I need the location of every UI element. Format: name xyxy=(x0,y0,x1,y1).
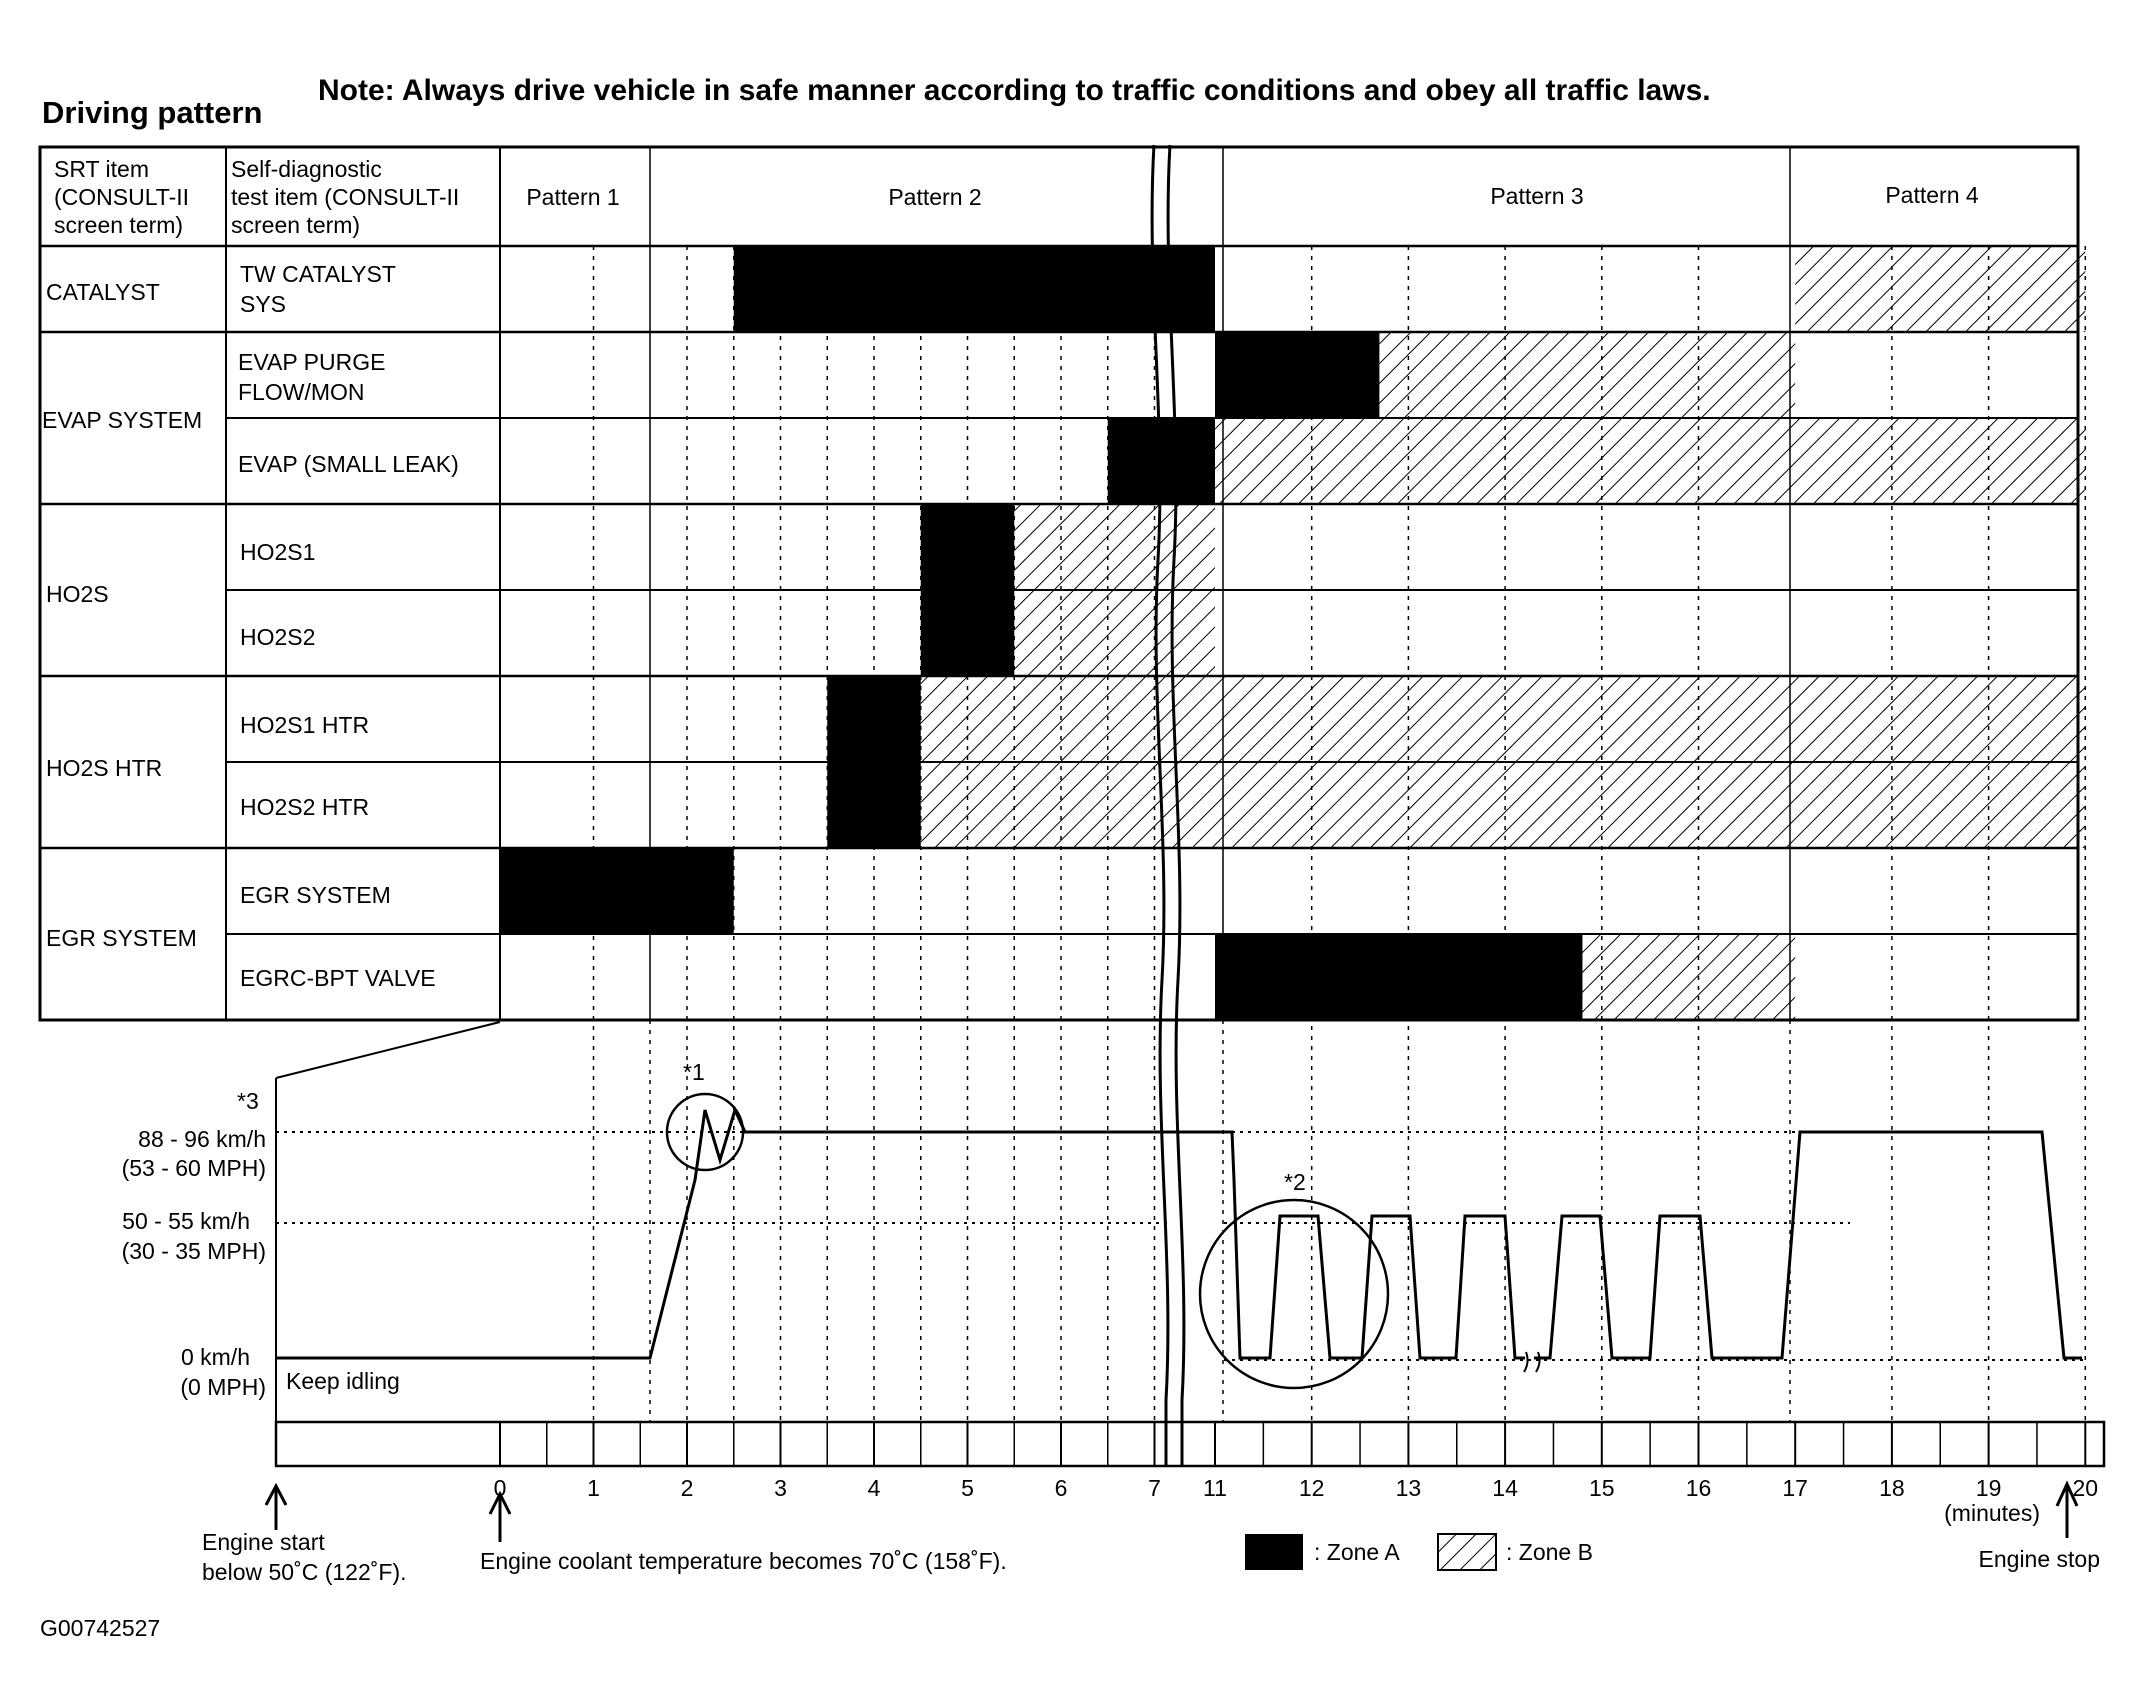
coolant-temperature-label: Engine coolant temperature becomes 70˚C (158˚F). xyxy=(480,1548,1007,1574)
zone-b-bar-row-1-3 xyxy=(1379,332,1795,418)
header-srt-item-1: SRT item xyxy=(54,156,150,182)
zone-b-bar-row-3-7 xyxy=(1014,504,1215,590)
row-labels xyxy=(42,261,459,991)
time-tick-label-0: 0 xyxy=(493,1475,507,1501)
time-tick-label-19: 19 xyxy=(1975,1475,2002,1501)
time-axis xyxy=(276,1422,2104,1501)
zone-b-bar-row-5-11 xyxy=(921,676,2086,762)
safety-note: Note: Always drive vehicle in safe manner according to traffic conditions and obey all traffic laws. xyxy=(318,74,1711,107)
item-egr-system: EGR SYSTEM xyxy=(240,882,391,908)
engine-start-arrow-icon xyxy=(266,1486,286,1530)
item-ho2s2: HO2S2 xyxy=(240,624,316,650)
coolant-arrow-icon xyxy=(490,1494,510,1542)
item-ho2s1: HO2S1 xyxy=(240,539,316,565)
time-unit-label: (minutes) xyxy=(1944,1500,2040,1526)
zone-bars xyxy=(500,246,2085,1020)
zone-b-bar-row-0-1 xyxy=(1795,246,2085,332)
header-pattern-4: Pattern 4 xyxy=(1885,182,1979,208)
speed-label-high-2: (53 - 60 MPH) xyxy=(121,1155,266,1181)
footer xyxy=(40,1484,2100,1641)
time-tick-label-14: 14 xyxy=(1492,1475,1518,1501)
diagram-title: Driving pattern xyxy=(42,95,263,130)
zone-a-bar-row-6-12 xyxy=(827,762,921,848)
time-tick-label-18: 18 xyxy=(1879,1475,1905,1501)
zone-a-bar-row-4-8 xyxy=(921,590,1015,676)
time-tick-label-20: 20 xyxy=(2072,1475,2099,1501)
time-tick-label-5: 5 xyxy=(961,1475,974,1501)
ref-2: *2 xyxy=(1284,1169,1306,1195)
zone-b-bar-row-2-5 xyxy=(1215,418,2085,504)
time-tick-label-7: 7 xyxy=(1148,1475,1161,1501)
time-break-mark xyxy=(1524,1352,1540,1372)
item-evap-small-leak: EVAP (SMALL LEAK) xyxy=(238,451,459,477)
time-tick-label-13: 13 xyxy=(1395,1475,1422,1501)
zone-a-bar-row-7-14 xyxy=(500,848,734,934)
zone-b-bar-row-6-13 xyxy=(921,762,2086,848)
engine-stop-label: Engine stop xyxy=(1978,1546,2100,1572)
time-tick-label-15: 15 xyxy=(1589,1475,1615,1501)
zone-b-bar-row-8-16 xyxy=(1582,934,1795,1020)
group-evap-system: EVAP SYSTEM xyxy=(42,407,203,433)
header-test-item-3: screen term) xyxy=(231,212,361,238)
speed-label-high-1: 88 - 96 km/h xyxy=(138,1126,266,1152)
zone-a-bar-row-1-2 xyxy=(1215,332,1379,418)
figure-code: G00742527 xyxy=(40,1615,161,1641)
zone-b-label: : Zone B xyxy=(1506,1539,1593,1565)
header-pattern-3: Pattern 3 xyxy=(1490,183,1584,209)
time-tick-label-1: 1 xyxy=(587,1475,600,1501)
item-tw-catalyst-1: TW CATALYST xyxy=(240,261,396,287)
speed-profile-right-2 xyxy=(1534,1132,2082,1358)
header-pattern-2: Pattern 2 xyxy=(888,184,982,210)
item-egrc-bpt-valve: EGRC-BPT VALVE xyxy=(240,965,436,991)
ref-3: *3 xyxy=(237,1088,259,1114)
group-egr-system: EGR SYSTEM xyxy=(46,925,197,951)
group-ho2s-htr: HO2S HTR xyxy=(46,755,163,781)
keep-idling-label: Keep idling xyxy=(286,1368,400,1394)
item-evap-purge-1: EVAP PURGE xyxy=(238,349,386,375)
header-srt-item-3: screen term) xyxy=(54,212,184,238)
speed-profile-right-1 xyxy=(1220,1132,1525,1358)
time-tick-label-11: 11 xyxy=(1203,1475,1227,1501)
header-test-item-1: Self-diagnostic xyxy=(231,156,382,182)
engine-start-label-1: Engine start xyxy=(202,1529,325,1555)
zone-b-swatch xyxy=(1438,1534,1496,1570)
table-header xyxy=(54,156,1979,238)
group-ho2s: HO2S xyxy=(46,581,109,607)
time-axis-bar xyxy=(276,1422,2104,1466)
time-tick-label-17: 17 xyxy=(1782,1475,1808,1501)
item-evap-purge-2: FLOW/MON xyxy=(238,379,365,405)
time-tick-label-6: 6 xyxy=(1054,1475,1068,1501)
ref-1: *1 xyxy=(683,1059,705,1085)
zone-a-swatch xyxy=(1245,1534,1303,1570)
zone-a-bar-row-8-15 xyxy=(1215,934,1582,1020)
speed-profile-left xyxy=(276,1110,1220,1358)
circle-ref-2 xyxy=(1200,1200,1388,1388)
item-ho2s2-htr: HO2S2 HTR xyxy=(240,794,370,820)
time-tick-label-16: 16 xyxy=(1685,1475,1712,1501)
zone-b-bar-row-4-9 xyxy=(1014,590,1215,676)
speed-label-zero-1: 0 km/h xyxy=(180,1344,250,1370)
group-catalyst: CATALYST xyxy=(46,279,160,305)
zone-a-label: : Zone A xyxy=(1314,1539,1400,1565)
speed-label-mid-1: 50 - 55 km/h xyxy=(122,1208,250,1234)
time-tick-label-2: 2 xyxy=(680,1475,694,1501)
item-tw-catalyst-2: SYS xyxy=(240,291,287,317)
time-tick-label-12: 12 xyxy=(1298,1475,1325,1501)
speed-label-mid-2: (30 - 35 MPH) xyxy=(121,1238,266,1264)
time-tick-label-4: 4 xyxy=(867,1475,881,1501)
header-srt-item-2: (CONSULT-II xyxy=(54,184,190,210)
speed-label-zero-2: (0 MPH) xyxy=(180,1374,266,1400)
item-ho2s1-htr: HO2S1 HTR xyxy=(240,712,370,738)
header-pattern-1: Pattern 1 xyxy=(526,184,620,210)
header-test-item-2: test item (CONSULT-II xyxy=(231,184,460,210)
time-tick-label-3: 3 xyxy=(774,1475,787,1501)
engine-start-label-2: below 50˚C (122˚F). xyxy=(202,1559,407,1585)
zone-a-bar-row-0-0 xyxy=(734,246,1215,332)
callout-line xyxy=(276,1022,500,1078)
